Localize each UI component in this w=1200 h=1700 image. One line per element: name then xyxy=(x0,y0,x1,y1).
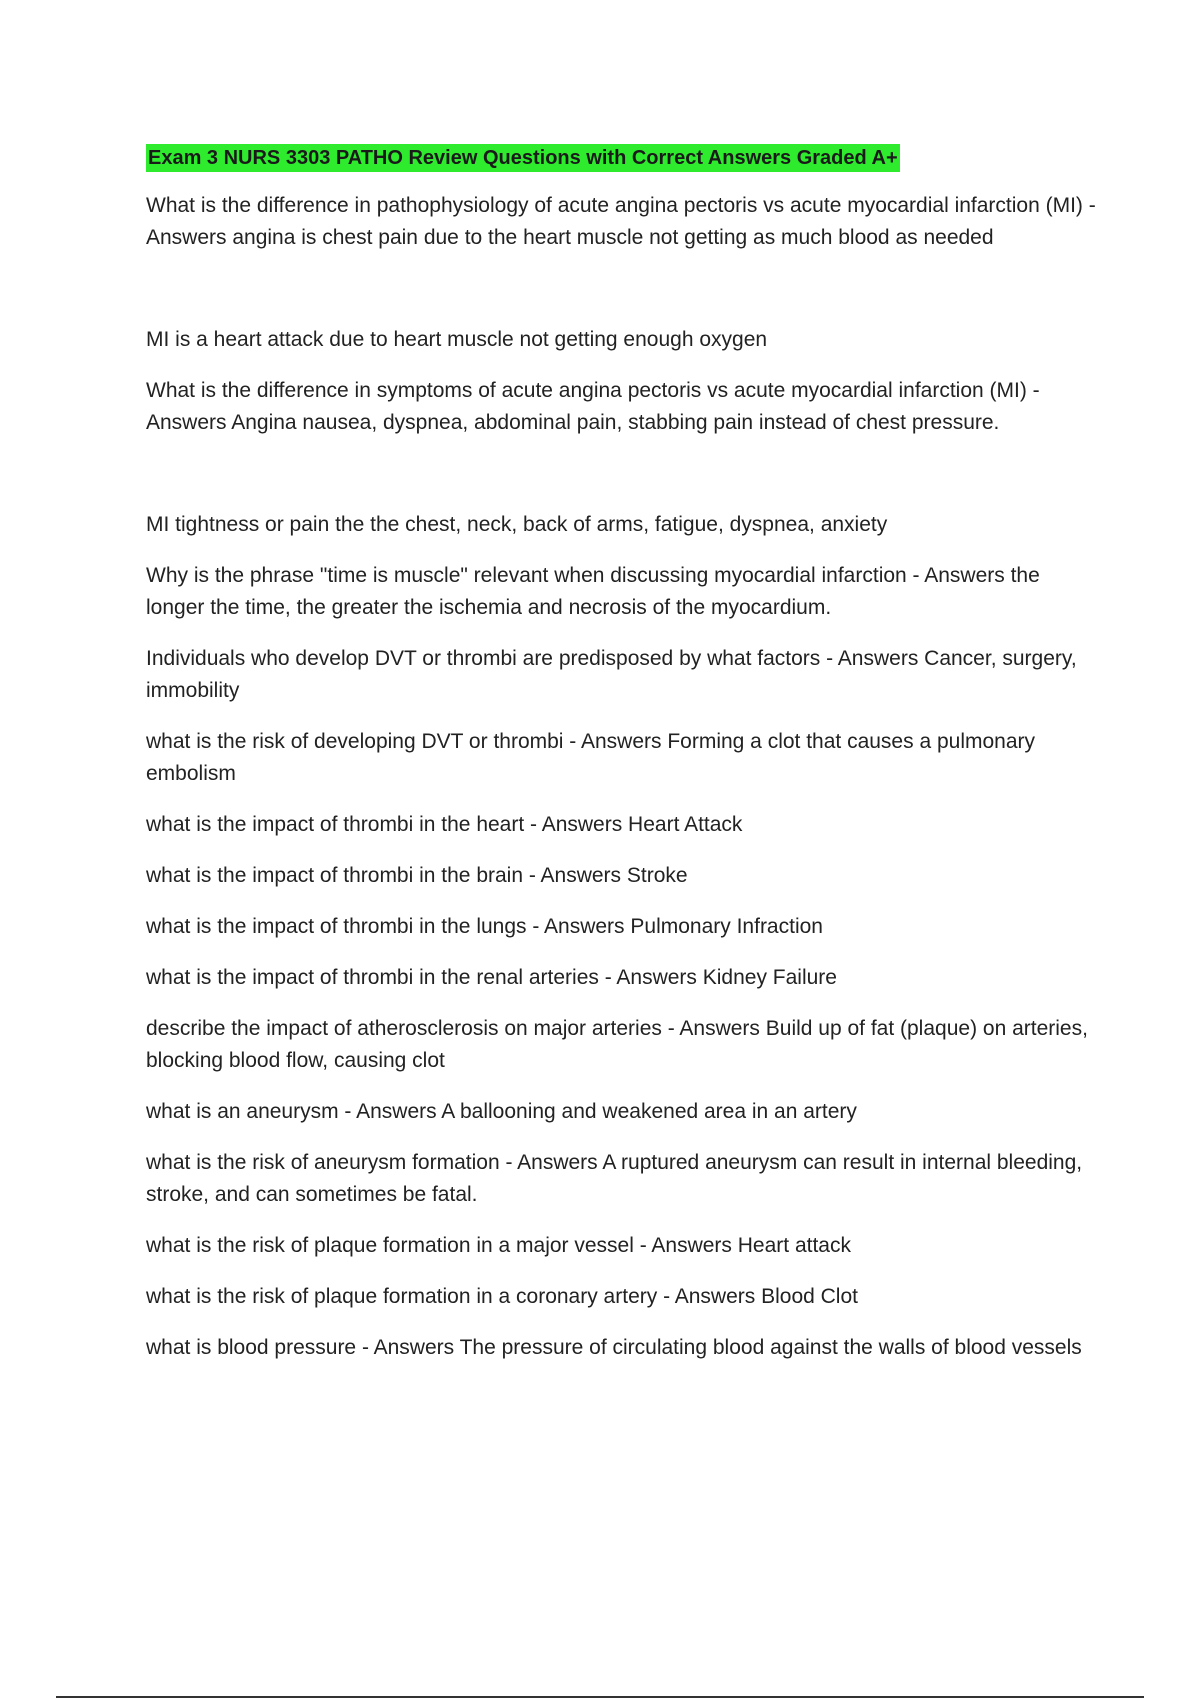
qa-paragraph-14: what is the risk of aneurysm formation - Answers A ruptured aneurysm can result in internal bleeding, stroke, and can sometimes be fatal. xyxy=(146,1151,1083,1206)
page-bottom-divider xyxy=(56,1696,1144,1698)
document-body xyxy=(146,144,1096,1383)
document-title: Exam 3 NURS 3303 PATHO Review Questions with Correct Answers Graded A+ xyxy=(146,144,900,172)
qa-paragraph-9: what is the impact of thrombi in the brain - Answers Stroke xyxy=(146,864,688,887)
qa-paragraph-7: what is the risk of developing DVT or thrombi - Answers Forming a clot that causes a pulmonary embolism xyxy=(146,730,1036,785)
qa-paragraph-12: describe the impact of atherosclerosis on major arteries - Answers Build up of fat (plaque) on arteries, blocking blood flow, causing clot xyxy=(146,1017,1088,1072)
qa-paragraph-16: what is the risk of plaque formation in a coronary artery - Answers Blood Clot xyxy=(146,1285,858,1308)
qa-paragraph-1: What is the difference in pathophysiology of acute angina pectoris vs acute myocardial infarction (MI) - Answers angina is chest pain due to the heart muscle not getting as much blood as needed xyxy=(146,194,1096,249)
qa-paragraph-5: Why is the phrase "time is muscle" relevant when discussing myocardial infarction - Answers the longer the time, the greater the ischemia and necrosis of the myocardium. xyxy=(146,564,1040,619)
qa-paragraph-10: what is the impact of thrombi in the lungs - Answers Pulmonary Infraction xyxy=(146,915,823,938)
qa-paragraph-4: MI tightness or pain the the chest, neck, back of arms, fatigue, dyspnea, anxiety xyxy=(146,513,888,536)
qa-paragraph-2: MI is a heart attack due to heart muscle not getting enough oxygen xyxy=(146,328,768,351)
qa-paragraph-17: what is blood pressure - Answers The pressure of circulating blood against the walls of blood vessels xyxy=(146,1336,1082,1359)
qa-paragraph-13: what is an aneurysm - Answers A ballooning and weakened area in an artery xyxy=(146,1100,857,1123)
qa-paragraph-3: What is the difference in symptoms of acute angina pectoris vs acute myocardial infarction (MI) - Answers Angina nausea, dyspnea, abdominal pain, stabbing pain instead of chest pressure. xyxy=(146,379,1040,434)
qa-paragraph-8: what is the impact of thrombi in the heart - Answers Heart Attack xyxy=(146,813,743,836)
qa-paragraph-15: what is the risk of plaque formation in a major vessel - Answers Heart attack xyxy=(146,1234,851,1257)
qa-paragraph-11: what is the impact of thrombi in the renal arteries - Answers Kidney Failure xyxy=(146,966,837,989)
qa-paragraph-6: Individuals who develop DVT or thrombi are predisposed by what factors - Answers Cancer, surgery, immobility xyxy=(146,647,1077,702)
